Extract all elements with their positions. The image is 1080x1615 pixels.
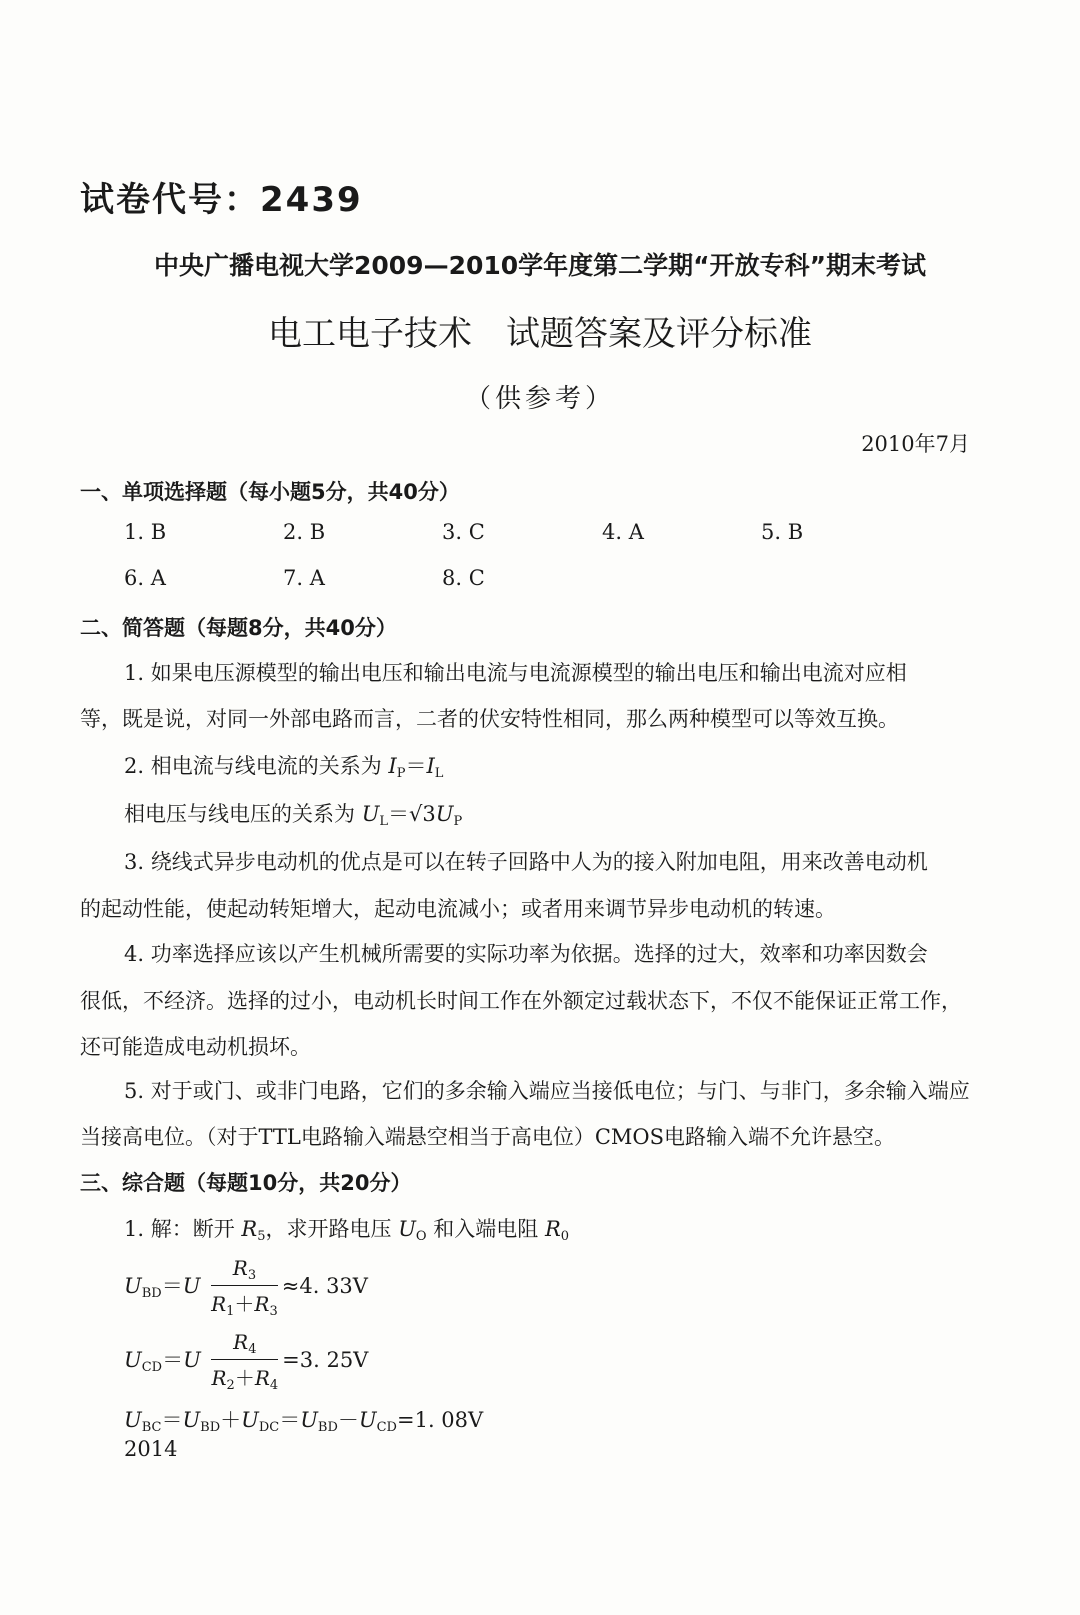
page-number: 2014 (124, 1437, 178, 1461)
q3-line1: 3. 绕线式异步电动机的优点是可以在转子回路中人为的接入附加电阻，用来改善电动机 (124, 850, 928, 874)
section3-heading: 三、综合题（每题10分，共20分） (80, 1171, 412, 1195)
answer-1: 1. B (124, 520, 167, 544)
ubd-equation: $U_{BD}=U$ $\frac{R_3}{R_1+R_3}$ ≈4. 33V (124, 1256, 368, 1319)
ucd-value: =3. 25V (282, 1348, 369, 1372)
q4-line2: 很低，不经济。选择的过小，电动机长时间工作在外额定过载状态下，不仅不能保证正常工作， (80, 989, 962, 1013)
ucd-fraction: $\frac{R_4}{R_2+R_4}$ (211, 1330, 279, 1393)
uo-symbol: $U_O$ (398, 1217, 427, 1244)
q4-line1: 4. 功率选择应该以产生机械所需要的实际功率为依据。选择的过大，效率和功率因数会 (124, 942, 928, 966)
ubd-fraction: $\frac{R_3}{R_1+R_3}$ (211, 1256, 278, 1319)
s3-text-a: 1. 解：断开 (124, 1217, 235, 1241)
answer-5: 5. B (761, 520, 804, 544)
q3-line2: 的起动性能，使起动转矩增大，起动电流减小；或者用来调节异步电动机的转速。 (80, 897, 836, 921)
q4-line3: 还可能造成电动机损坏。 (80, 1035, 311, 1059)
exam-code: 试卷代号：2439 (80, 180, 363, 220)
reference-note: （供参考） (464, 384, 615, 414)
section2-heading: 二、简答题（每题8分，共40分） (80, 616, 397, 640)
document-title: 电工电子技术 试题答案及评分标准 (268, 314, 812, 354)
section1-heading: 一、单项选择题（每小题5分，共40分） (80, 480, 460, 504)
q2-line1 (124, 750, 443, 781)
q5-line1: 5. 对于或门、或非门电路，它们的多余输入端应当接低电位；与门、与非门，多余输入端应 (124, 1079, 970, 1103)
q2-text1: 2. 相电流与线电流的关系为 (124, 754, 382, 778)
university-exam-line: 中央广播电视大学2009—2010学年度第二学期“开放专科”期末考试 (153, 251, 927, 280)
r0-symbol: $R_0$ (544, 1217, 570, 1244)
q5-line2: 当接高电位。（对于TTL电路输入端悬空相当于高电位）CMOS电路输入端不允许悬空。 (80, 1125, 896, 1149)
ubd-value: ≈4. 33V (281, 1274, 368, 1298)
answer-8: 8. C (442, 566, 485, 590)
q2-text2: 相电压与线电压的关系为 (124, 802, 355, 826)
s3-text-b: ，求开路电压 (265, 1217, 392, 1241)
q2-formula2: $U_L=√3U_P$ (361, 802, 463, 829)
q1-line2: 等，既是说，对同一外部电路而言，二者的伏安特性相同，那么两种模型可以等效互换。 (80, 707, 899, 731)
r5-symbol: $R_5$ (241, 1217, 266, 1244)
answer-3: 3. C (442, 520, 485, 544)
answer-7: 7. A (283, 566, 325, 590)
ubc-equation: $U_{BC}=U_{BD}+U_{DC}=U_{BD}-U_{CD}=1$. 08V (124, 1408, 484, 1435)
q2-line2 (124, 798, 462, 829)
ucd-equation: $U_{CD}=U$ $\frac{R_4}{R_2+R_4}$ =3. 25V (124, 1330, 369, 1393)
s3-q1-intro (124, 1213, 569, 1244)
document-date: 2010年7月 (861, 432, 970, 456)
q2-formula1: $I_P=I_L$ (388, 754, 444, 781)
q1-line1: 1. 如果电压源模型的输出电压和输出电流与电流源模型的输出电压和输出电流对应相 (124, 661, 907, 685)
answer-6: 6. A (124, 566, 166, 590)
s3-text-c: 和入端电阻 (433, 1217, 539, 1241)
ubc-value: =1. 08V (396, 1408, 484, 1432)
answer-4: 4. A (602, 520, 644, 544)
answer-2: 2. B (283, 520, 326, 544)
